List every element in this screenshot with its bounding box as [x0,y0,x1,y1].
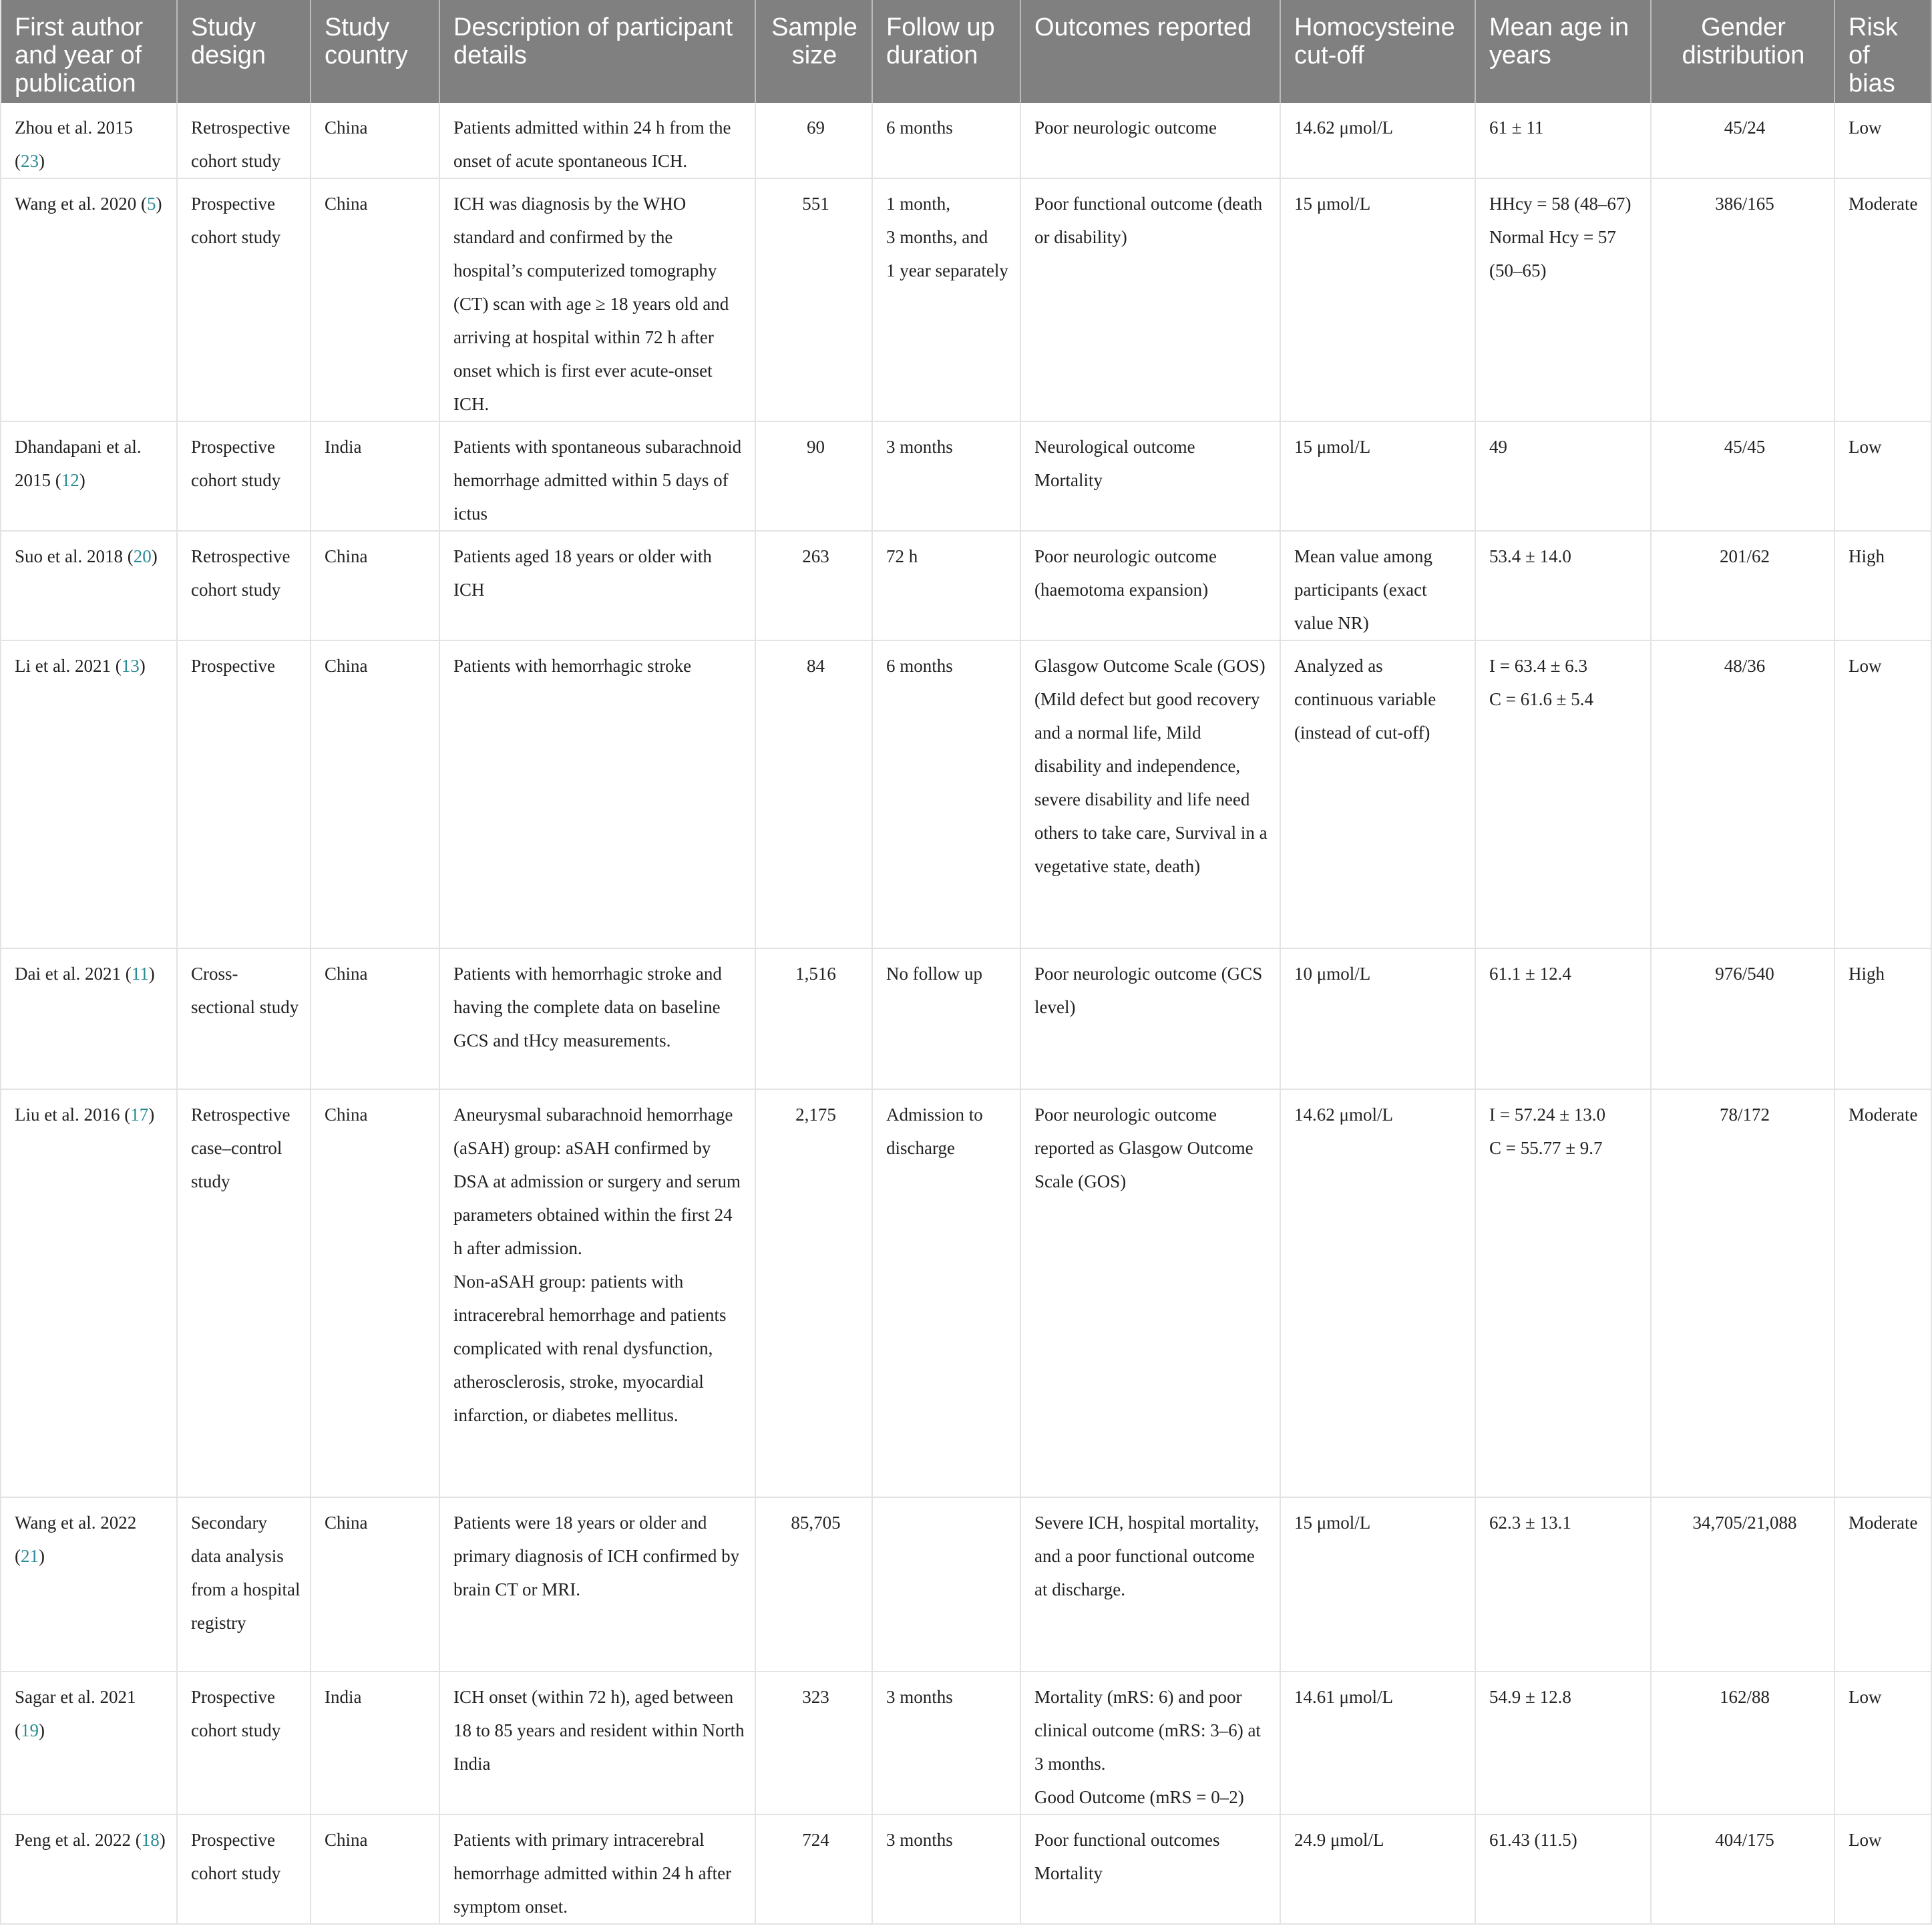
cell-follow-up [872,1814,1020,1924]
author-name: Li et al. 2021 [15,656,111,676]
sample-size-text: 551 [802,194,829,214]
design-text: Secondary data analysis from a hospital registry [191,1513,301,1633]
cutoff-text: 15 μmol/L [1294,437,1371,457]
age-line: 61 ± 11 [1489,118,1544,138]
cell-outcomes [1020,640,1280,948]
cell-design [177,948,311,1089]
cell-cutoff [1280,1672,1475,1814]
description-line: ICH onset (within 72 h), aged between 18 to 85 years and resident within North India [453,1687,745,1774]
cell-sample-size [755,1089,872,1497]
description-line: Patients with hemorrhagic stroke [453,656,692,676]
cell-mean-age [1475,1672,1651,1814]
cell-cutoff [1280,1089,1475,1497]
cell-bias [1834,1672,1931,1814]
header-description: Description of participant details [439,0,755,103]
sample-size-text: 84 [807,656,825,676]
cell-mean-age [1475,948,1651,1089]
table-row [1,1672,1931,1814]
table-row [1,948,1931,1089]
cell-author: Wang et al. 2022 (21) [1,1497,177,1672]
cell-follow-up [872,640,1020,948]
cutoff-text: Analyzed as continuous variable (instead of cut-off) [1294,656,1436,743]
cell-sample-size [755,1497,872,1672]
gender-text: 404/175 [1715,1830,1774,1850]
cutoff-text: 14.62 μmol/L [1294,1105,1393,1125]
follow-up-line: 3 months, and [886,227,988,247]
author-name: Dhandapani et al. 2015 [15,437,142,490]
description-line: Aneurysmal subarachnoid hemorrhage (aSAH) group: aSAH confirmed by DSA at admission or surgery and serum parameters obtained within the first 24 h after admission. [453,1105,741,1258]
follow-up-line: Admission to discharge [886,1105,983,1158]
cell-sample-size [755,103,872,178]
table-row [1,1814,1931,1924]
cell-cutoff [1280,531,1475,640]
cell-design [177,640,311,948]
cell-gender [1651,531,1834,640]
country-text: India [325,1687,362,1707]
cell-country [311,1814,439,1924]
bias-text: Low [1849,1830,1882,1850]
cell-description [439,1814,755,1924]
cell-gender [1651,421,1834,531]
cell-description [439,1497,755,1672]
reference-link[interactable]: 17 [130,1105,149,1125]
design-text: Retrospective cohort study [191,118,291,171]
outcome-line: Poor functional outcomes [1034,1830,1220,1850]
cutoff-text: 14.62 μmol/L [1294,118,1393,138]
follow-up-line: 72 h [886,546,918,566]
cell-cutoff [1280,1814,1475,1924]
cell-follow-up [872,421,1020,531]
cell-country [311,178,439,421]
cell-author: Sagar et al. 2021 (19) [1,1672,177,1814]
cell-gender [1651,640,1834,948]
author-name: Peng et al. 2022 [15,1830,131,1850]
reference-link[interactable]: 5 [147,194,156,214]
cell-gender [1651,948,1834,1089]
cell-outcomes [1020,948,1280,1089]
cell-follow-up [872,178,1020,421]
bias-text: Moderate [1849,1513,1918,1533]
reference-link[interactable]: 23 [21,151,39,171]
table-row [1,178,1931,421]
sample-size-text: 85,705 [791,1513,841,1533]
cell-outcomes [1020,1672,1280,1814]
author-name: Dai et al. 2021 [15,964,121,984]
description-line: Patients with spontaneous subarachnoid hemorrhage admitted within 5 days of ictus [453,437,742,524]
cell-follow-up [872,948,1020,1089]
cutoff-text: 10 μmol/L [1294,964,1371,984]
description-line: Patients were 18 years or older and primary diagnosis of ICH confirmed by brain CT or MRI. [453,1513,740,1599]
cell-author: Liu et al. 2016 (17) [1,1089,177,1497]
cell-description [439,1089,755,1497]
design-text: Cross-sectional study [191,964,299,1017]
cell-cutoff [1280,640,1475,948]
cutoff-text: 24.9 μmol/L [1294,1830,1384,1850]
country-text: China [325,656,368,676]
gender-text: 976/540 [1715,964,1774,984]
gender-text: 162/88 [1719,1687,1770,1707]
cell-mean-age [1475,178,1651,421]
cell-mean-age [1475,531,1651,640]
cell-gender [1651,103,1834,178]
bias-text: Moderate [1849,1105,1918,1125]
cell-outcomes [1020,531,1280,640]
cell-design [177,531,311,640]
cell-outcomes [1020,178,1280,421]
age-line: 61.1 ± 12.4 [1489,964,1571,984]
country-text: India [325,437,362,457]
follow-up-line: 1 month, [886,194,951,214]
cell-sample-size [755,948,872,1089]
description-line: Patients aged 18 years or older with ICH [453,546,712,600]
outcome-line: Poor neurologic outcome (GCS level) [1034,964,1263,1017]
cell-bias [1834,1089,1931,1497]
follow-up-line: 6 months [886,656,953,676]
reference-link[interactable]: 21 [21,1546,39,1566]
cell-country [311,1089,439,1497]
design-text: Prospective cohort study [191,1830,281,1883]
cell-bias [1834,178,1931,421]
country-text: China [325,118,368,138]
cell-gender [1651,1089,1834,1497]
cell-outcomes [1020,103,1280,178]
cell-author: Suo et al. 2018 (20) [1,531,177,640]
description-line: Patients with hemorrhagic stroke and having the complete data on baseline GCS and tHcy measurements. [453,964,722,1050]
cell-cutoff [1280,948,1475,1089]
outcome-line: Mortality (mRS: 6) and poor clinical outcome (mRS: 3–6) at 3 months. [1034,1687,1261,1774]
bias-text: Low [1849,656,1882,676]
header-outcomes: Outcomes reported [1020,0,1280,103]
bias-text: Low [1849,118,1882,138]
cell-author: Dhandapani et al. 2015 (12) [1,421,177,531]
cutoff-text: 15 μmol/L [1294,194,1371,214]
cell-description [439,640,755,948]
cell-follow-up [872,1497,1020,1672]
author-name: Zhou et al. 2015 [15,118,133,138]
reference-link[interactable]: 12 [61,470,79,490]
design-text: Retrospective cohort study [191,546,291,600]
cell-gender [1651,1814,1834,1924]
cell-sample-size [755,531,872,640]
cell-description [439,103,755,178]
description-line: Patients with primary intracerebral hemorrhage admitted within 24 h after symptom onset. [453,1830,732,1917]
cell-cutoff [1280,178,1475,421]
sample-size-text: 724 [802,1830,829,1850]
cell-bias [1834,531,1931,640]
cell-mean-age [1475,1089,1651,1497]
header-sample-size: Sample size [755,0,872,103]
cell-mean-age [1475,640,1651,948]
bias-text: Moderate [1849,194,1918,214]
sample-size-text: 69 [807,118,825,138]
cell-author: Li et al. 2021 (13) [1,640,177,948]
cell-bias [1834,103,1931,178]
author-name: Suo et al. 2018 [15,546,123,566]
cell-cutoff [1280,1497,1475,1672]
header-cutoff: Homocysteine cut-off [1280,0,1475,103]
table-row [1,531,1931,640]
country-text: China [325,194,368,214]
cell-gender [1651,178,1834,421]
age-line: 54.9 ± 12.8 [1489,1687,1571,1707]
reference-link[interactable]: 18 [141,1830,160,1850]
cell-bias [1834,1497,1931,1672]
description-line: ICH was diagnosis by the WHO standard and confirmed by the hospital’s computerized tomography (CT) scan with age ≥ 18 years old and arriving at hospital within 72 h after onset which is first ever acute-onset ICH. [453,194,729,414]
cell-country [311,103,439,178]
gender-text: 78/172 [1719,1105,1770,1125]
bias-text: High [1849,546,1885,566]
sample-size-text: 2,175 [795,1105,836,1125]
outcome-line: Severe ICH, hospital mortality, and a poor functional outcome at discharge. [1034,1513,1260,1599]
cell-bias [1834,640,1931,948]
cell-sample-size [755,640,872,948]
cell-country [311,1672,439,1814]
sample-size-text: 263 [802,546,829,566]
design-text: Prospective [191,656,275,676]
cell-country [311,640,439,948]
cell-author: Peng et al. 2022 (18) [1,1814,177,1924]
design-text: Prospective cohort study [191,1687,281,1740]
reference-link[interactable]: 19 [21,1720,39,1740]
cell-outcomes [1020,1089,1280,1497]
outcome-line: Poor neurologic outcome [1034,118,1217,138]
cell-country [311,531,439,640]
table-row [1,1497,1931,1672]
reference-link[interactable]: 20 [133,546,152,566]
description-line: Patients admitted within 24 h from the onset of acute spontaneous ICH. [453,118,731,171]
cell-author: Dai et al. 2021 (11) [1,948,177,1089]
table-row [1,103,1931,178]
follow-up-line: 3 months [886,437,953,457]
cell-author: Zhou et al. 2015 (23) [1,103,177,178]
cell-bias [1834,421,1931,531]
header-gender: Gender distribution [1651,0,1834,103]
outcome-line: Neurological outcome [1034,437,1195,457]
cell-gender [1651,1672,1834,1814]
outcome-line: Glasgow Outcome Scale (GOS) [1034,656,1266,676]
cell-design [177,421,311,531]
cell-author: Wang et al. 2020 (5) [1,178,177,421]
header-author: First author and year of publication [1,0,177,103]
follow-up-line: 3 months [886,1830,953,1850]
cell-description [439,421,755,531]
cell-design [177,1497,311,1672]
cell-outcomes [1020,1497,1280,1672]
age-line: I = 63.4 ± 6.3 [1489,656,1588,676]
country-text: China [325,546,368,566]
gender-text: 48/36 [1724,656,1766,676]
gender-text: 45/24 [1724,118,1766,138]
header-design: Study design [177,0,311,103]
cell-outcomes [1020,1814,1280,1924]
country-text: China [325,964,368,984]
cutoff-text: 15 μmol/L [1294,1513,1371,1533]
cell-country [311,1497,439,1672]
cell-design [177,1814,311,1924]
design-text: Prospective cohort study [191,194,281,247]
cutoff-text: 14.61 μmol/L [1294,1687,1393,1707]
design-text: Retrospective case–control study [191,1105,291,1191]
cell-follow-up [872,1089,1020,1497]
cell-mean-age [1475,421,1651,531]
cell-description [439,531,755,640]
table-row [1,640,1931,948]
age-line: C = 61.6 ± 5.4 [1489,689,1594,709]
cell-follow-up [872,531,1020,640]
bias-text: High [1849,964,1885,984]
age-line: 62.3 ± 13.1 [1489,1513,1571,1533]
cell-outcomes [1020,421,1280,531]
age-line: Normal Hcy = 57 (50–65) [1489,227,1616,280]
gender-text: 45/45 [1724,437,1766,457]
age-line: 61.43 (11.5) [1489,1830,1577,1850]
cell-description [439,1672,755,1814]
author-name: Wang et al. 2020 [15,194,137,214]
cell-design [177,1089,311,1497]
follow-up-line: 6 months [886,118,953,138]
sample-size-text: 90 [807,437,825,457]
cell-description [439,948,755,1089]
cell-sample-size [755,421,872,531]
follow-up-line: No follow up [886,964,982,984]
cell-mean-age [1475,103,1651,178]
follow-up-line: 1 year separately [886,260,1008,280]
age-line: I = 57.24 ± 13.0 [1489,1105,1606,1125]
cell-design [177,103,311,178]
cell-design [177,178,311,421]
outcome-line: Poor neurologic outcome (haemotoma expansion) [1034,546,1217,600]
cell-sample-size [755,1672,872,1814]
cell-mean-age [1475,1497,1651,1672]
design-text: Prospective cohort study [191,437,281,490]
cell-bias [1834,1814,1931,1924]
follow-up-line: 3 months [886,1687,953,1707]
outcome-line: Mortality [1034,1863,1103,1883]
sample-size-text: 1,516 [795,964,836,984]
author-name: Wang et al. 2022 [15,1513,137,1533]
age-line: 49 [1489,437,1507,457]
header-row [1,0,1931,103]
cell-sample-size [755,178,872,421]
country-text: China [325,1105,368,1125]
gender-text: 34,705/21,088 [1692,1513,1797,1533]
header-bias: Risk of bias [1834,0,1931,103]
country-text: China [325,1513,368,1533]
cell-bias [1834,948,1931,1089]
cell-sample-size [755,1814,872,1924]
table-row [1,1089,1931,1497]
gender-text: 201/62 [1719,546,1770,566]
cell-country [311,948,439,1089]
cell-mean-age [1475,1814,1651,1924]
header-country: Study country [311,0,439,103]
cell-follow-up [872,103,1020,178]
outcome-line: Good Outcome (mRS = 0–2) [1034,1787,1244,1807]
cell-cutoff [1280,103,1475,178]
country-text: China [325,1830,368,1850]
table-row [1,421,1931,531]
cutoff-text: Mean value among participants (exact value NR) [1294,546,1432,633]
author-name: Sagar et al. 2021 [15,1687,136,1707]
outcome-line: Poor neurologic outcome reported as Glasgow Outcome Scale (GOS) [1034,1105,1253,1191]
bias-text: Low [1849,437,1882,457]
table-body [1,103,1931,1924]
gender-text: 386/165 [1715,194,1774,214]
bias-text: Low [1849,1687,1882,1707]
cell-design [177,1672,311,1814]
cell-country [311,421,439,531]
outcome-line: (Mild defect but good recovery and a normal life, Mild disability and independence, severe disability and life need others to take care, Survival in a vegetative state, death) [1034,689,1268,876]
sample-size-text: 323 [802,1687,829,1707]
reference-link[interactable]: 11 [131,964,149,984]
cell-gender [1651,1497,1834,1672]
header-mean-age: Mean age in years [1475,0,1651,103]
outcome-line: Mortality [1034,470,1103,490]
age-line: C = 55.77 ± 9.7 [1489,1138,1603,1158]
age-line: HHcy = 58 (48–67) [1489,194,1631,214]
age-line: 53.4 ± 14.0 [1489,546,1571,566]
reference-link[interactable]: 13 [121,656,140,676]
cell-follow-up [872,1672,1020,1814]
cell-cutoff [1280,421,1475,531]
description-line: Non-aSAH group: patients with intracerebral hemorrhage and patients complicated with renal dysfunction, atherosclerosis, stroke, myocardial infarction, or diabetes mellitus. [453,1272,727,1425]
outcome-line: Poor functional outcome (death or disability) [1034,194,1263,247]
author-name: Liu et al. 2016 [15,1105,120,1125]
header-follow-up: Follow up duration [872,0,1020,103]
cell-description [439,178,755,421]
